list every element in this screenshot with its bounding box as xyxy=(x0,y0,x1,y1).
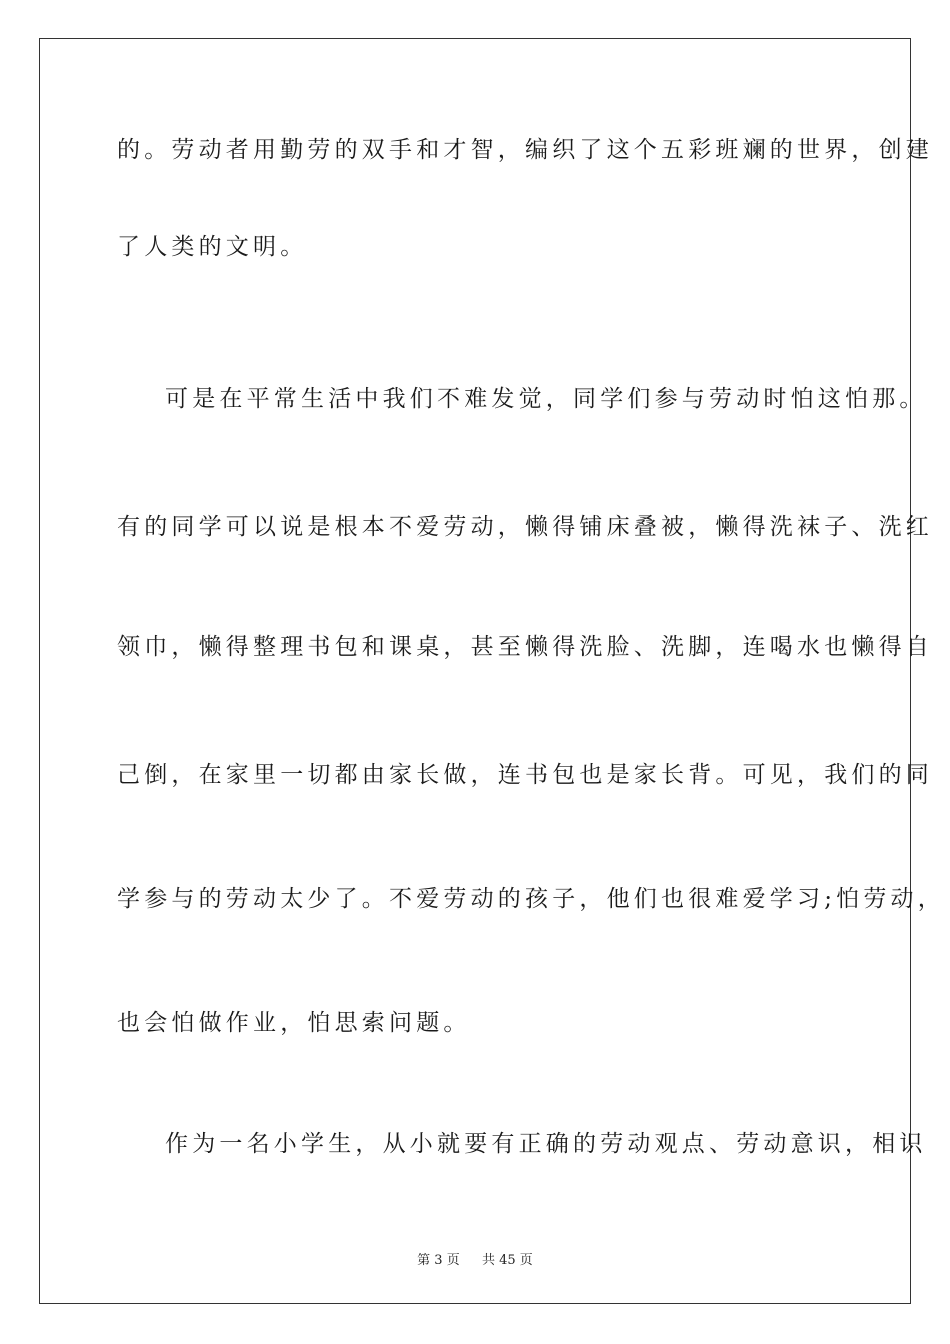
text-line: 也会怕做作业，怕思索问题。 xyxy=(117,1010,471,1036)
page-total: 共 45 页 xyxy=(482,1253,533,1268)
text-line: 领巾，懒得整理书包和课桌，甚至懒得洗脸、洗脚，连喝水也懒得自 xyxy=(117,634,933,660)
paragraph-start-line: 可是在平常生活中我们不难发觉，同学们参与劳动时怕这怕那。 xyxy=(165,386,927,412)
text-line: 有的同学可以说是根本不爱劳动，懒得铺床叠被，懒得洗袜子、洗红 xyxy=(117,514,933,540)
page-number: 第 3 页 xyxy=(417,1253,460,1268)
text-line: 学参与的劳动太少了。不爱劳动的孩子，他们也很难爱学习;怕劳动， xyxy=(117,886,945,912)
text-line: 的。劳动者用勤劳的双手和才智，编织了这个五彩班斓的世界，创建 xyxy=(117,137,933,163)
page-footer xyxy=(0,1249,950,1268)
text-line: 己倒，在家里一切都由家长做，连书包也是家长背。可见，我们的同 xyxy=(117,762,933,788)
text-line: 了人类的文明。 xyxy=(117,234,308,260)
page-border xyxy=(39,38,945,1304)
paragraph-start-line: 作为一名小学生，从小就要有正确的劳动观点、劳动意识，相识 xyxy=(165,1131,927,1157)
